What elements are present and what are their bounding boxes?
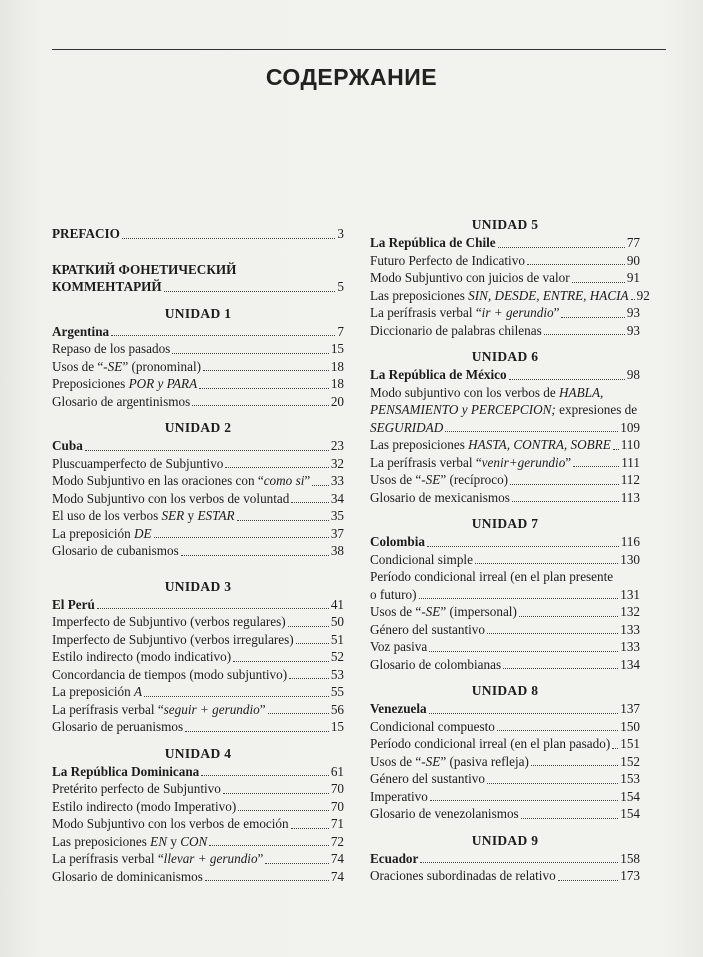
page-number: 74 [330,851,344,866]
unidad-heading: UNIDAD 8 [471,683,539,698]
unidad-heading: UNIDAD 5 [471,217,539,232]
toc-entry[interactable]: Modo Subjuntivo con los verbos de voluntad 34 [52,490,344,506]
unidad-6-section [370,348,640,506]
toc-entry[interactable]: Glosario de cubanismos 38 [52,543,344,558]
leader-dots [561,316,624,318]
leader-dots [288,625,329,627]
page-number: 150 [620,718,640,734]
toc-entry[interactable]: Modo Subjuntivo con juicios de valor 91 [370,270,640,285]
leader-dots [503,667,618,669]
leader-dots [558,879,619,881]
unidad-1-section [52,305,344,411]
page-number: 55 [330,684,344,699]
page-number: 91 [626,270,640,285]
page-number: 34 [330,490,344,506]
leader-dots [430,799,618,801]
leader-dots [172,352,329,354]
unidad-heading: UNIDAD 3 [164,578,232,594]
toc-entry[interactable]: La perífrasis verbal “venir+gerundio” 111 [370,454,640,470]
toc-entry[interactable]: Glosario de venezolanismos 154 [370,806,640,821]
page-number: 53 [330,666,344,682]
toc-entry[interactable]: Oraciones subordinadas de relativo 173 [370,868,640,883]
page-number: 92 [636,287,650,303]
page-number: 70 [330,798,344,814]
toc-entry[interactable]: Glosario de colombianas 134 [370,656,640,672]
page-number: 50 [330,614,344,629]
page-number: 51 [330,631,344,647]
toc-entry[interactable]: Glosario de mexicanismos 113 [370,489,640,505]
page-number: 15 [330,341,344,356]
toc-entry[interactable]: Las preposiciones HASTA, CONTRA, SOBRE 110 [370,437,640,452]
unidad-9-section [370,832,640,885]
leader-dots [205,879,329,881]
page-number: 7 [337,323,344,339]
leader-dots [181,554,329,556]
toc-entry[interactable]: Usos de “-SE” (impersonal) 132 [370,604,640,619]
leader-dots [613,448,619,450]
page-number: 130 [620,551,640,567]
toc-country-entry[interactable]: Colombia 116 [370,534,640,549]
toc-entry[interactable]: Las preposiciones SIN, DESDE, ENTRE, HACIA 92 [370,287,650,303]
page-number: 70 [330,781,344,796]
toc-entry[interactable]: Género del sustantivo 133 [370,621,640,637]
page-number: 18 [330,358,344,374]
page-number: 153 [620,771,640,786]
toc-entry-multiline-2[interactable]: o futuro) 131 [370,586,640,602]
leader-dots [544,333,625,335]
leader-dots [531,764,618,766]
leader-dots [487,782,618,784]
leader-dots [111,334,335,336]
unidad-5-section [370,216,650,339]
unidad-heading: UNIDAD 2 [164,420,232,435]
toc-entry[interactable]: Concordancia de tiempos (modo subjuntivo) 53 [52,666,344,682]
toc-country-entry[interactable]: Venezuela 137 [370,701,640,716]
toc-entry[interactable]: La perífrasis verbal “llevar + gerundio” 74 [52,851,344,866]
toc-entry[interactable]: Glosario de dominicanismos 74 [52,868,344,884]
leader-dots [97,607,329,609]
toc-entry[interactable]: Condicional compuesto 150 [370,718,640,734]
toc-entry-multiline-1[interactable]: Período condicional irreal (en el plan presente [370,569,614,584]
toc-entry[interactable]: Preposiciones POR y PARA 18 [52,376,344,391]
page-number: 113 [620,489,640,505]
leader-dots [192,404,329,406]
toc-country-entry[interactable]: La República Dominicana 61 [52,763,344,779]
leader-dots [238,809,329,811]
toc-entry-fonetic[interactable]: КОММЕНТАРИЙ 5 [52,279,344,294]
toc-entry[interactable]: Glosario de peruanismos 15 [52,719,344,734]
toc-entry[interactable]: Período condicional irreal (en el plan pasado) 151 [370,736,640,751]
toc-entry[interactable]: Imperativo 154 [370,788,640,804]
leader-dots [573,465,619,467]
leader-dots [429,650,618,652]
toc-entry[interactable]: Repaso de los pasados 15 [52,341,344,356]
page-number: 133 [620,639,640,654]
page-number: 93 [626,322,640,338]
toc-entry-multiline-2[interactable]: PENSAMIENTO y PERCEPCION; expresiones de [370,402,638,417]
page-number: 35 [330,508,344,523]
page-number: 32 [330,455,344,471]
page-number: 20 [330,393,344,409]
header-rule [52,49,666,50]
toc-entry[interactable]: Género del sustantivo 153 [370,771,640,786]
toc-entry[interactable]: Pluscuamperfecto de Subjuntivo 32 [52,455,344,471]
toc-entry[interactable]: Glosario de argentinismos 20 [52,393,344,409]
toc-entry[interactable]: Diccionario de palabras chilenas 93 [370,322,640,338]
leader-dots [203,369,329,371]
toc-entry[interactable]: Usos de “-SE” (pasiva refleja) 152 [370,753,640,769]
toc-country-entry[interactable]: Cuba 23 [52,438,344,453]
leader-dots [225,466,328,468]
page-title: СОДЕРЖАНИЕ [265,64,438,90]
leader-dots [512,500,619,502]
page-number: 134 [620,656,640,672]
leader-dots [237,519,329,521]
page-number: 38 [330,543,344,558]
toc-entry[interactable]: Estilo indirecto (modo indicativo) 52 [52,649,344,664]
page-number: 112 [620,472,640,487]
leader-dots [510,483,619,485]
toc-entry[interactable]: Imperfecto de Subjuntivo (verbos regulares) 50 [52,614,344,629]
leader-dots [572,281,625,283]
unidad-8-section [370,682,640,823]
toc-right-column [370,216,650,885]
page-number: 33 [330,473,344,488]
unidad-heading: UNIDAD 7 [471,516,539,531]
leader-dots [85,449,329,451]
page-number: 71 [330,816,344,831]
leader-dots [291,827,329,829]
toc-country-entry[interactable]: El Perú 41 [52,596,344,612]
toc-country-entry[interactable]: Argentina 7 [52,323,344,339]
toc-entry-prefacio[interactable]: PREFACIO 3 [52,226,344,241]
toc-country-entry[interactable]: Ecuador 158 [370,850,640,866]
unidad-heading: UNIDAD 6 [471,349,539,364]
toc-entry[interactable]: La perífrasis verbal “seguir + gerundio” 56 [52,701,344,717]
toc-left-column [52,216,344,885]
toc-entry-multiline-3[interactable]: SEGURIDAD 109 [370,419,640,435]
toc-entry[interactable]: La preposición DE 37 [52,525,344,541]
leader-dots [289,677,329,679]
page-number: 37 [330,525,344,541]
leader-dots [631,298,635,300]
leader-dots [265,862,328,864]
leader-dots [527,263,625,265]
page-number: 158 [620,850,640,866]
page-number: 152 [620,753,640,769]
leader-dots [199,387,329,389]
toc-entry[interactable]: Condicional simple 130 [370,551,640,567]
leader-dots [429,712,619,714]
page-number: 74 [330,868,344,884]
page-number: 90 [626,252,640,268]
page-number: 15 [330,719,344,734]
toc-entry[interactable]: Estilo indirecto (modo Imperativo) 70 [52,798,344,814]
toc-entry[interactable]: Futuro Perfecto de Indicativo 90 [370,252,640,268]
toc-entry[interactable]: Pretérito perfecto de Subjuntivo 70 [52,781,344,796]
leader-dots [268,712,329,714]
toc-entry[interactable]: Usos de “-SE” (recíproco) 112 [370,472,640,487]
unidad-7-section [370,515,640,673]
leader-dots [185,730,329,732]
page-number: 173 [620,868,640,883]
unidad-3-section [52,578,344,736]
leader-dots [420,861,618,863]
page-number: 110 [620,437,640,452]
leader-dots [312,484,329,486]
page-number: 93 [626,305,640,320]
toc-country-entry[interactable]: La República de Chile 77 [370,235,640,250]
toc-entry[interactable]: Usos de “-SE” (pronominal) 18 [52,358,344,374]
toc-entry-fonetic-line1[interactable]: КРАТКИЙ ФОНЕТИЧЕСКИЙ [52,261,237,277]
toc-entry[interactable]: Modo Subjuntivo con los verbos de emoción 71 [52,816,344,831]
page-number: 111 [621,454,640,470]
page-number: 133 [620,621,640,637]
page-number: 132 [620,604,640,619]
leader-dots [296,642,329,644]
unidad-heading: UNIDAD 9 [471,832,539,848]
page-number: 18 [330,376,344,391]
page-number: 154 [620,788,640,804]
unidad-heading: UNIDAD 1 [164,305,232,321]
page-number: 52 [330,649,344,664]
toc-entry[interactable]: Voz pasiva 133 [370,639,640,654]
unidad-2-section [52,419,344,560]
leader-dots [498,246,625,248]
leader-dots [475,562,618,564]
leader-dots [154,536,329,538]
unidad-heading: UNIDAD 4 [164,745,232,761]
toc-entry[interactable]: Las preposiciones EN y CON 72 [52,833,344,849]
page-number: 154 [620,806,640,821]
toc-entry[interactable]: La perífrasis verbal “ir + gerundio” 93 [370,305,640,320]
toc-entry[interactable]: La preposición A 55 [52,684,344,699]
page-number: 151 [620,736,640,751]
toc-country-entry[interactable]: La República de México 98 [370,367,640,382]
page-number: 61 [330,763,344,779]
leader-dots [487,632,618,634]
leader-dots [223,792,329,794]
unidad-4-section [52,745,344,886]
page-number: 137 [620,701,640,716]
page-number: 41 [330,596,344,612]
leader-dots [612,747,618,749]
toc-entry[interactable]: Imperfecto de Subjuntivo (verbos irregulares) 51 [52,631,344,647]
page-number: 56 [330,701,344,717]
leader-dots [519,615,618,617]
toc-entry-multiline-1[interactable]: Modo subjuntivo con los verbos de HABLA, [370,384,604,400]
page-number: 72 [330,833,344,849]
leader-dots [497,729,618,731]
page-number: 23 [330,438,344,453]
leader-dots [209,844,328,846]
toc-entry[interactable]: El uso de los verbos SER y ESTAR 35 [52,508,344,523]
leader-dots [201,774,329,776]
leader-dots [233,660,329,662]
leader-dots [144,695,329,697]
toc-entry[interactable]: Modo Subjuntivo en las oraciones con “como si” 33 [52,473,344,488]
page-number: 77 [626,235,640,250]
leader-dots [291,501,328,503]
leader-dots [521,817,619,819]
